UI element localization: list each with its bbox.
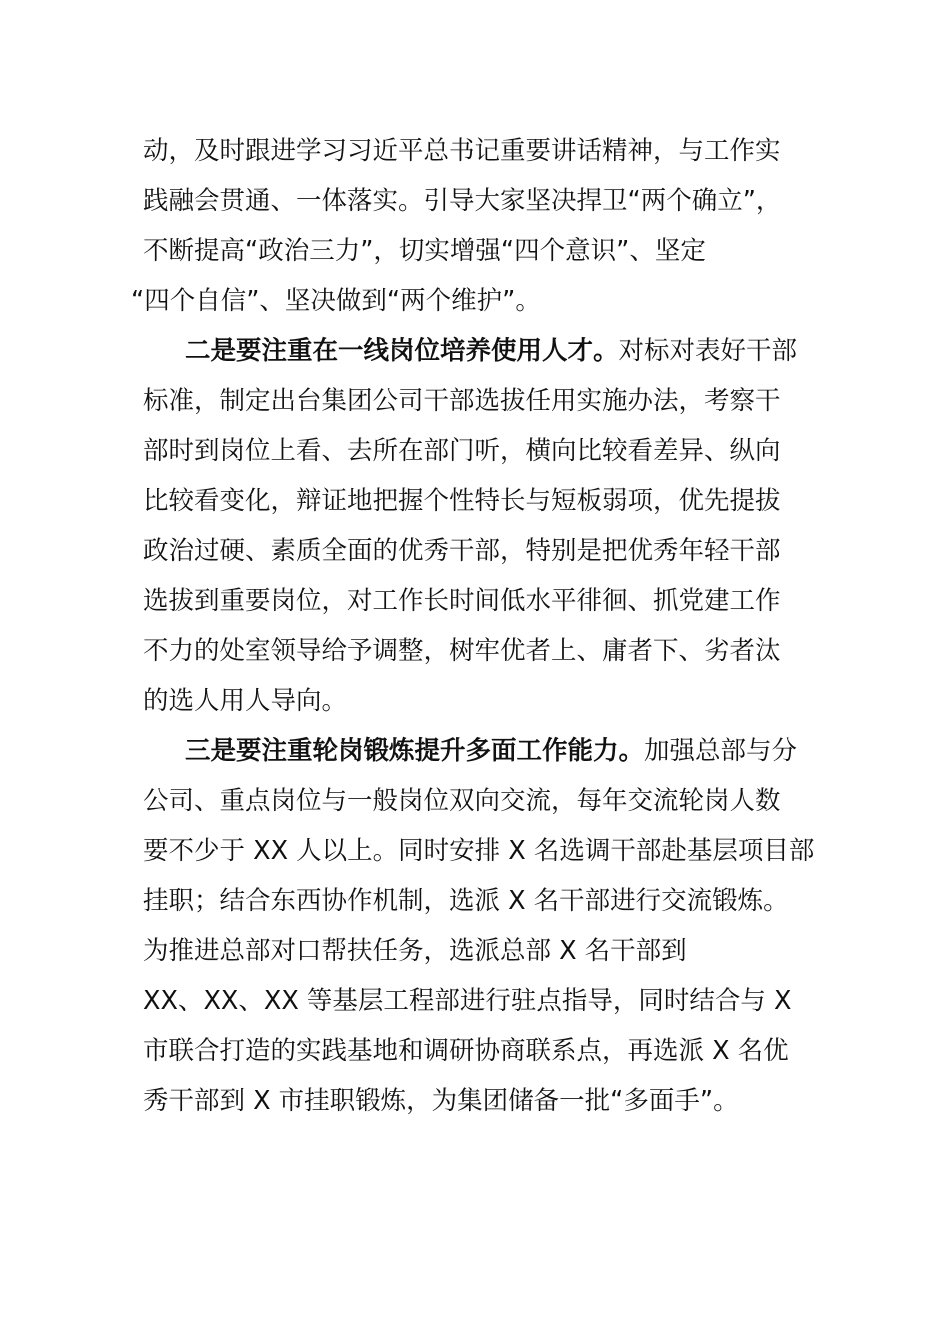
line-text: 比较看变化，辩证地把握个性特长与短板弱项，优先提拔 bbox=[143, 486, 781, 516]
line-text: 选拔到重要岗位，对工作长时间低水平徘徊、抓党建工作 bbox=[143, 586, 781, 616]
paragraph-2-line-3 bbox=[143, 426, 811, 476]
paragraph-3-line-3 bbox=[143, 826, 815, 876]
paragraph-3-line-4 bbox=[143, 876, 811, 926]
line-text: 为推进总部对口帮扶任务，选派总部 X 名干部到 bbox=[143, 936, 687, 966]
paragraph-2-line-5 bbox=[143, 526, 811, 576]
line-text: 市联合打造的实践基地和调研协商联系点，再选派 X 名优 bbox=[143, 1036, 789, 1066]
paragraph-3-line-1 bbox=[185, 726, 811, 776]
paragraph-3-line-2 bbox=[143, 776, 811, 826]
line-text: 对标对表好干部 bbox=[618, 336, 798, 366]
paragraph-2-line-4 bbox=[143, 476, 811, 526]
paragraph-3-line-6 bbox=[143, 976, 811, 1026]
line-text: 不断提高“政治三力”，切实增强“四个意识”、坚定 bbox=[143, 236, 706, 266]
line-text: 秀干部到 X 市挂职锻炼，为集团储备一批“多面手”。 bbox=[143, 1086, 739, 1116]
line-text: 加强总部与分 bbox=[644, 736, 798, 766]
paragraph-2-line-8 bbox=[143, 676, 811, 726]
paragraph-2-line-2 bbox=[143, 376, 811, 426]
paragraph-1-line-3 bbox=[143, 226, 811, 276]
line-text: 的选人用人导向。 bbox=[143, 686, 348, 716]
paragraph-2-lead: 二是要注重在一线岗位培养使用人才。 bbox=[185, 336, 619, 366]
paragraph-1-line-2 bbox=[143, 176, 811, 226]
line-text: 践融会贯通、一体落实。引导大家坚决捍卫“两个确立”， bbox=[143, 186, 782, 216]
paragraph-2-line-7 bbox=[143, 626, 811, 676]
line-text: “四个自信”、坚决做到“两个维护”。 bbox=[131, 286, 541, 316]
document-body bbox=[131, 126, 815, 1126]
paragraph-3-line-8 bbox=[143, 1076, 811, 1126]
paragraph-2-line-6 bbox=[143, 576, 811, 626]
line-text: 部时到岗位上看、去所在部门听，横向比较看差异、纵向 bbox=[143, 436, 781, 466]
line-text: 动，及时跟进学习习近平总书记重要讲话精神，与工作实 bbox=[143, 136, 781, 166]
paragraph-1-line-4 bbox=[131, 276, 811, 326]
line-text: XX、XX、XX 等基层工程部进行驻点指导，同时结合与 X bbox=[143, 986, 792, 1016]
line-text: 政治过硬、素质全面的优秀干部，特别是把优秀年轻干部 bbox=[143, 536, 781, 566]
line-text: 不力的处室领导给予调整，树牢优者上、庸者下、劣者汰 bbox=[143, 636, 781, 666]
paragraph-2-line-1 bbox=[185, 326, 811, 376]
paragraph-1-line-1 bbox=[143, 126, 811, 176]
paragraph-3-line-7 bbox=[143, 1026, 811, 1076]
line-text: 标准，制定出台集团公司干部选拔任用实施办法，考察干 bbox=[143, 386, 781, 416]
line-text: 要不少于 XX 人以上。同时安排 X 名选调干部赴基层项目部 bbox=[143, 836, 815, 866]
paragraph-3-lead: 三是要注重轮岗锻炼提升多面工作能力。 bbox=[185, 736, 645, 766]
line-text: 公司、重点岗位与一般岗位双向交流，每年交流轮岗人数 bbox=[143, 786, 781, 816]
line-text: 挂职；结合东西协作机制，选派 X 名干部进行交流锻炼。 bbox=[143, 886, 789, 916]
paragraph-3-line-5 bbox=[143, 926, 811, 976]
